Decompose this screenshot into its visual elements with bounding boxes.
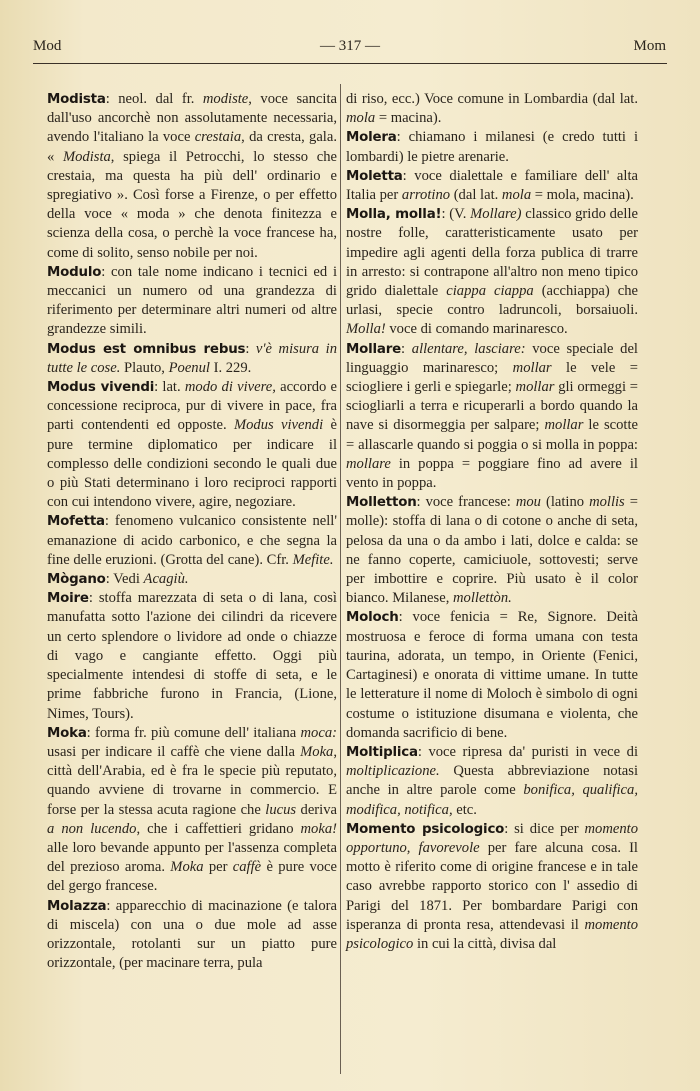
entry-text: : forma fr. più comune dell' italiana <box>86 724 301 741</box>
entry-headword: Momento psicologico <box>346 821 505 837</box>
dictionary-entry <box>47 340 337 378</box>
entry-italic-text: moca: <box>300 724 337 741</box>
header-right-guide-word: Mom <box>633 38 666 54</box>
entry-italic-text: mollar <box>515 379 555 396</box>
entry-text: Questa abbreviazione notasi anche in altre parole come <box>346 763 638 799</box>
dictionary-entry <box>47 512 337 570</box>
entry-headword: Moletta <box>346 168 403 184</box>
entry-italic-text: mollar <box>512 359 552 376</box>
entry-text: : (V. <box>441 206 471 223</box>
running-header <box>0 38 700 58</box>
entry-italic-text: mollare <box>346 455 391 472</box>
entry-headword: Moloch <box>346 610 399 626</box>
entry-italic-text: Mollare) <box>470 206 522 223</box>
entry-text: in poppa = poggiare fino ad avere il vento in poppa. <box>346 455 638 492</box>
entry-italic-text: Mefite. <box>292 551 334 568</box>
dictionary-entry <box>346 493 638 608</box>
dictionary-entry <box>47 724 337 897</box>
entry-text: I. 229. <box>209 359 252 376</box>
entry-text: (latino <box>540 494 590 511</box>
entry-text: per <box>203 859 233 876</box>
entry-text: = molle): stoffa di lana o di cotone o anche di seta, pelosa da una o da ambo i lati, dolce e calda: se ne fanno coperte, camiciuole, sottovesti; serve per imbottire e coprire. Più usato è il color bianco. Milanese, <box>346 494 638 607</box>
entry-text: (acchiappa) che urlasi, specie contro ladruncoli, borsaiuoli. <box>346 283 638 319</box>
entry-italic-text: momento opportuno, favorevole <box>346 820 638 856</box>
entry-italic-text: Modus vivendi <box>233 417 324 434</box>
entry-headword: Modus est omnibus rebus <box>47 341 246 357</box>
entry-text: : voce fenicia = Re, Signore. Deità mostruosa e feroce di forma umana con testa taurina, adorata, un tempo, in Oriente (Fenici, Cartaginesi) e onorata di vittime umane. In tutte le letterature il nome di Moloch è simbolo di ogni costume o istituzione disumana e violenta, che domanda sacrificio di bene. <box>346 609 638 741</box>
dictionary-entry <box>346 743 638 820</box>
entry-headword: Moire <box>47 591 89 607</box>
entry-italic-text: mola <box>501 187 532 204</box>
entry-text: voce di comando marinaresco. <box>385 321 568 338</box>
entry-text: classico grido delle nostre folle, caratteristicamente usato per impedire agli agenti della forza publica di trarre in arresto: si contrapone all'altro non meno tipico grido dialettale <box>346 206 638 300</box>
dictionary-entry <box>47 263 337 340</box>
entry-text: : chiamano i milanesi (e credo tutti i lombardi) le pietre arenarie. <box>346 129 638 165</box>
entry-text: le vele = sciogliere i gerli e spiegarle; <box>346 359 638 396</box>
entry-italic-text: v'è misura in tutte le cose. <box>47 340 337 376</box>
entry-text: : <box>245 340 256 357</box>
dictionary-entry <box>47 378 337 512</box>
entry-italic-text: mollar <box>544 417 584 434</box>
entry-text: accordo e concessione reciproca, pur di vivere in pace, fra parti contendenti ed opposte. <box>47 379 337 434</box>
entry-text: : voce dialettale e familiare dell' alta Italia per <box>346 167 638 204</box>
entry-italic-text: Poenul <box>168 359 210 376</box>
entry-italic-text: mollettòn. <box>453 590 512 607</box>
column-divider <box>340 84 341 1074</box>
entry-text: : Vedi <box>105 571 144 588</box>
dictionary-entry <box>346 90 638 128</box>
entry-italic-text: a non lucendo <box>47 820 137 837</box>
entry-headword: Moltiplica <box>346 744 418 760</box>
entry-text: di riso, ecc.) Voce comune in Lombardia (dal lat. <box>346 91 638 107</box>
entry-italic-text: allentare, lasciare: <box>411 340 526 357</box>
entry-italic-text: momento psicologico <box>346 916 638 952</box>
entry-text: etc. <box>452 801 477 818</box>
entry-text: , da cresta, gala. « <box>47 129 337 165</box>
entry-text: , città dell'Arabia, ed è fra le specie più reputato, quando avviene di trovarne in commercio. E forse per la stessa acuta ragione che <box>47 743 337 818</box>
entry-italic-text: mollis <box>589 494 625 511</box>
dictionary-entry <box>346 205 638 339</box>
entry-italic-text: Molla! <box>346 321 386 338</box>
entry-headword: Molazza <box>47 898 107 914</box>
entry-italic-text: lucus <box>265 801 297 818</box>
dictionary-entry <box>346 340 638 494</box>
dictionary-entry <box>346 608 638 742</box>
entry-text: : voce ripresa da' puristi in vece di <box>417 743 638 760</box>
entry-italic-text: Acagiù. <box>143 571 189 588</box>
entry-text: : stoffa marezzata di seta o di lana, così manufatta sotto l'azione dei cilindri da ricevere un certo splendore o lividore ad onde o chiazze di vago e cangiante effetto. Oggi più specialmente intendesi di stoffe di seta, e le prime fabbriche furono in Francia, (Lione, Nimes, Tours). <box>47 590 337 722</box>
entry-italic-text: moka! <box>300 820 337 837</box>
header-left-guide-word: Mod <box>33 38 62 54</box>
entry-headword: Molla, molla! <box>346 207 442 223</box>
entry-headword: Modulo <box>47 264 102 280</box>
entry-italic-text: Moka <box>170 859 204 876</box>
header-rule <box>33 63 667 64</box>
entry-text: deriva <box>296 801 337 818</box>
entry-headword: Modista <box>47 92 106 107</box>
dictionary-entry <box>47 589 337 723</box>
entry-headword: Mofetta <box>47 514 105 530</box>
entry-italic-text: mola <box>346 110 376 127</box>
entry-text: è pure termine diplomatico per indicare il complesso delle condizioni secondo le quali due o più Stati determinano i loro reciproci rapporti con cui intendono vivere, agire, negoziare. <box>47 417 337 511</box>
entry-text: voce speciale del linguaggio marinaresco; <box>346 340 638 376</box>
entry-headword: Moka <box>47 725 87 741</box>
entry-text: : voce francese: <box>416 494 516 511</box>
entry-text: , che i caffettieri gridano <box>136 820 301 837</box>
entry-italic-text: Moka <box>300 743 334 760</box>
entry-text: : con tale nome indicano i tecnici ed i meccanici un numero od una grandezza di riferimento per determinare altri numeri od altre grandezze simili. <box>47 263 337 338</box>
left-column <box>47 90 337 973</box>
entry-headword: Molletton <box>346 495 417 511</box>
entry-text: = mola, macina). <box>531 187 634 204</box>
entry-text: : apparecchio di macinazione (e talora di miscela) con una o due mole ad asse orizzontale, rotolanti sur un piatto pure orizzontale, (per macinare terra, pula <box>47 897 337 972</box>
entry-text: per fare alcuna cosa. Il motto è riferito come di origine francese e in tale caso avrebbe rapporto storico con l' assedio di Parigi del 1871. Per bombardare Parigi con isperanza di pronta resa, attendevasi il <box>346 839 638 933</box>
entry-text: alle loro bevande appunto per l'assenza completa del prezioso aroma. <box>47 839 337 876</box>
entry-text: è pure voce del gergo francese. <box>47 859 338 895</box>
entry-text: gli ormeggi = sciogliarli a terra e ricuperarli a bordo quando la nave si disormeggia per salpare; <box>346 379 638 434</box>
entry-headword: Modus vivendi <box>47 380 155 396</box>
entry-text: : <box>401 340 412 357</box>
entry-text: in cui la città, divisa dal <box>413 935 557 952</box>
entry-headword: Molera <box>346 130 397 146</box>
entry-italic-text: modo di vivere, <box>184 379 276 396</box>
right-column <box>346 90 638 954</box>
dictionary-entry <box>346 820 638 954</box>
entry-italic-text: Modista <box>62 148 111 165</box>
entry-text: usasi per indicare il caffè che viene dalla <box>47 743 301 760</box>
entry-headword: Mollare <box>346 341 402 357</box>
entry-text: : fenomeno vulcanico consistente nell' emanazione di acido carbonico, e che segna la fine delle eruzioni. (Grotta del cane). Cfr. <box>47 513 337 568</box>
entry-headword: Mògano <box>47 572 106 588</box>
entry-italic-text: moltiplicazione. <box>346 763 440 780</box>
dictionary-entry <box>47 90 337 263</box>
dictionary-entry <box>47 897 337 974</box>
dictionary-entry <box>346 128 638 166</box>
entry-text: : lat. <box>154 379 185 396</box>
entry-text: : si dice per <box>504 820 585 837</box>
entry-text: , spiega il Petrocchi, lo stesso che crestaia, ma questa ha più dell' ordinario e spregiativo ». Così forse a Firenze, o per effetto della voce « moda » che denota finitezza e scienza della cosa, o perchè la voce francese ha, come di solito, senso nobile per noi. <box>47 148 337 261</box>
entry-italic-text: ciappa ciappa <box>446 283 534 300</box>
page-number: — 317 — <box>320 38 380 54</box>
entry-italic-text: mou <box>515 494 541 511</box>
entry-italic-text: crestaia <box>194 129 242 146</box>
entry-italic-text: caffè <box>232 859 262 876</box>
entry-text: = macina). <box>375 110 442 127</box>
entry-text: (dal lat. <box>450 187 502 204</box>
entry-text: le scotte = allascarle quando si poggia o si molla in poppa: <box>346 417 638 453</box>
entry-italic-text: modiste <box>202 91 249 107</box>
entry-text: : neol. dal fr. <box>105 91 203 107</box>
entry-text: , voce sancita dall'uso ancorchè non assolutamente necessaria, avendo l'italiano la voce <box>47 91 337 146</box>
dictionary-entry <box>346 167 638 205</box>
entry-italic-text: bonifica, qualifica, modifica, notifica, <box>346 782 638 818</box>
entry-italic-text: arrotino <box>401 187 451 204</box>
dictionary-entry <box>47 570 337 589</box>
entry-text: Plauto, <box>120 359 169 376</box>
